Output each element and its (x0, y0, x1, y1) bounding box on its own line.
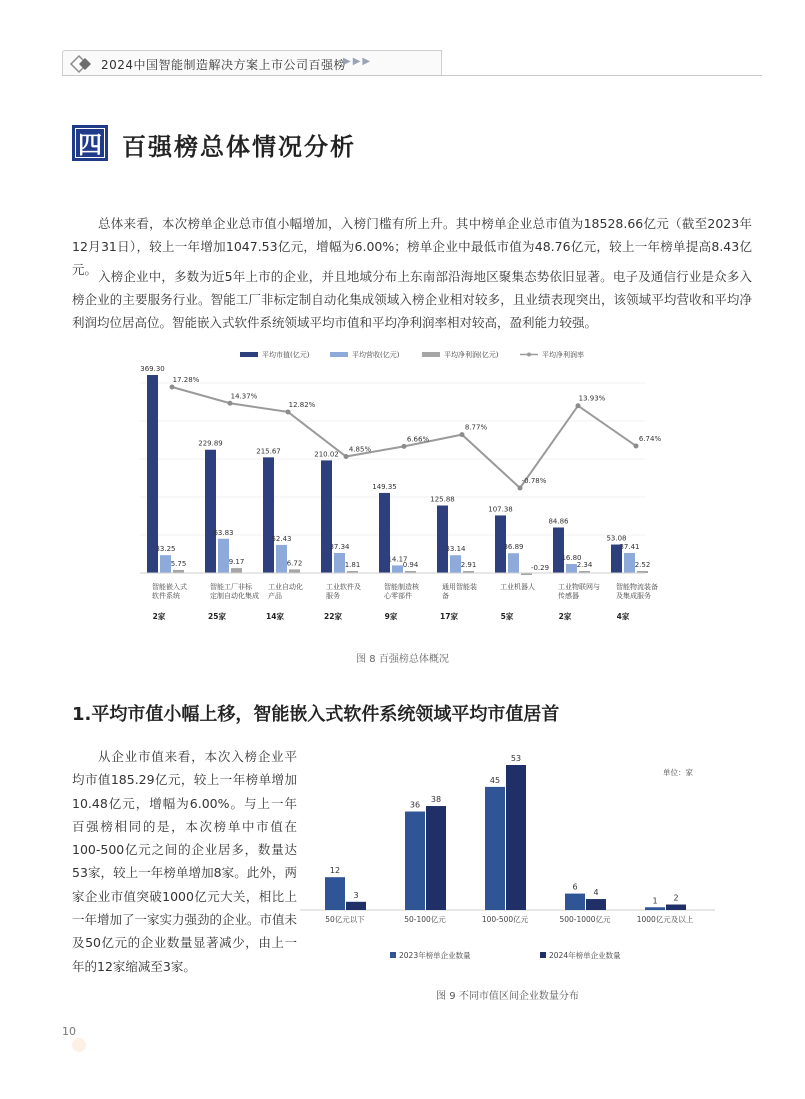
bar-1 (160, 555, 171, 573)
header-divider (62, 75, 762, 76)
category-label: 传感器 (558, 592, 579, 600)
bar-0 (565, 894, 585, 910)
bar-2 (231, 568, 242, 573)
legend-swatch (390, 952, 396, 958)
bar-1 (666, 905, 686, 910)
bar-value-label: 37.34 (329, 542, 350, 551)
legend-swatch (422, 352, 440, 357)
bar-1 (450, 555, 461, 573)
line-value-label: 12.82% (288, 400, 316, 409)
page-header (62, 50, 762, 76)
bar-value-label: 0.94 (402, 561, 419, 569)
bar-value-label: 107.38 (488, 505, 513, 514)
bar-0 (205, 450, 216, 573)
market-value-distribution-chart (300, 745, 715, 975)
line-point (518, 486, 523, 491)
bar-value-label: 84.86 (548, 517, 569, 526)
bar-1 (508, 553, 519, 573)
bar-value-label: 4 (593, 888, 599, 898)
paragraph-overview: 总体来看，本次榜单企业总市值小幅增加，入榜门槛有所上升。其中榜单企业总市值为18528.66亿元（截至2023年12月31日），较上一年增加1047.53亿元，增幅为6.00%；榜单企业中最低市值为48.76亿元，较上一年榜单提高8.43亿元。 (72, 216, 752, 277)
bar-value-label: 149.35 (372, 482, 397, 491)
company-count-label: 22家 (324, 612, 342, 621)
paragraph-distribution: 入榜企业中，多数为近5年上市的企业，并且地域分布上东南部沿海地区聚集态势依旧显著。电子及通信行业是众多入榜企业的主要服务行业。智能工厂非标定制自动化集成领域入榜企业相对较多，且业绩表现突出，该领域平均营收和平均净利润均位居高位。智能嵌入式软件系统领域平均市值和平均净利润率相对较高，盈利能力较强。 (72, 269, 752, 330)
bar-value-label: 37.41 (619, 542, 640, 551)
header-arrows-icon: ▶▶▶ (343, 56, 373, 67)
category-label: 产品 (268, 592, 282, 600)
category-label: 工业物联网与 (558, 583, 600, 591)
bar-value-label: 52.43 (271, 534, 292, 543)
category-label: 智能工厂非标 (210, 583, 252, 591)
company-count-label: 2家 (152, 612, 166, 621)
company-count-label: 2家 (558, 612, 572, 621)
line-point (576, 403, 581, 408)
bar-1 (586, 899, 606, 910)
line-value-label: 6.66% (406, 435, 430, 444)
legend-swatch (540, 952, 546, 958)
category-label: 1000亿元及以上 (636, 915, 694, 924)
company-count-label: 14家 (266, 612, 284, 621)
line-value-label: 17.28% (172, 376, 200, 384)
bar-value-label: 53 (510, 754, 522, 763)
category-label: 软件系统 (152, 592, 180, 600)
category-label: 心零部件 (384, 592, 412, 600)
bar-1 (346, 902, 366, 910)
bar-value-label: 33.14 (445, 545, 466, 554)
legend-label: 平均净利润率 (542, 351, 584, 359)
bar-value-label: 5.75 (170, 559, 187, 568)
subsection-title: 1.平均市值小幅上移，智能嵌入式软件系统领域平均市值居首 (72, 704, 560, 725)
bar-0 (645, 907, 665, 910)
category-label: 定制自动化集成 (210, 592, 259, 600)
company-count-label: 17家 (440, 612, 458, 621)
line-point (286, 409, 291, 414)
legend-label: 平均营收(亿元) (352, 351, 400, 359)
bar-value-label: 369.30 (140, 365, 165, 373)
line-point (402, 444, 407, 449)
bar-1 (426, 806, 446, 910)
category-label: 100-500亿元 (481, 915, 529, 924)
category-label: 工业自动化 (268, 583, 303, 591)
line-value-label: 8.77% (464, 423, 488, 432)
line-point (634, 443, 639, 448)
line-value-label: 4.85% (348, 445, 372, 454)
page-number-decoration (72, 1038, 86, 1052)
category-label: 通用智能装 (442, 583, 477, 591)
bar-1 (624, 553, 635, 573)
bar-0 (325, 877, 345, 910)
category-label: 备 (442, 592, 449, 600)
bar-value-label: 36 (409, 800, 421, 810)
category-label: 500-1000亿元 (559, 915, 611, 924)
legend-label: 2024年榜单企业数量 (549, 951, 621, 960)
bar-value-label: 6 (572, 882, 578, 892)
company-count-label: 5家 (500, 612, 514, 621)
company-count-label: 9家 (384, 612, 398, 621)
bar-value-label: 14.17 (387, 555, 408, 564)
company-count-label: 4家 (616, 612, 630, 621)
category-label: 50-100亿元 (404, 915, 446, 924)
bar-value-label: 2.34 (576, 561, 593, 569)
bar-value-label: 12 (329, 866, 341, 876)
legend-label: 2023年榜单企业数量 (399, 951, 471, 960)
bar-1 (334, 553, 345, 573)
bar-0 (437, 506, 448, 573)
bar-0 (147, 375, 158, 573)
category-label: 工业机器人 (500, 583, 535, 591)
bar-value-label: 215.67 (256, 447, 281, 456)
bar-value-label: 9.17 (228, 558, 245, 567)
line-value-label: -0.78% (521, 477, 547, 485)
legend-label: 平均净利润(亿元) (444, 351, 499, 359)
bar-0 (553, 528, 564, 573)
bar-value-label: -0.29 (530, 564, 550, 572)
bar-value-label: 2.52 (634, 561, 651, 569)
bar-1 (276, 545, 287, 573)
header-tab (62, 50, 442, 76)
line-point (344, 454, 349, 459)
bar-value-label: 53.08 (606, 534, 627, 543)
bar-value-label: 229.89 (198, 439, 223, 448)
category-label: 工业软件及 (326, 583, 361, 591)
bar-value-label: 1.81 (344, 561, 361, 569)
line-value-label: 13.93% (578, 394, 606, 403)
legend-swatch (240, 352, 258, 357)
bar-value-label: 36.89 (503, 543, 524, 552)
bar-value-label: 1 (652, 896, 658, 906)
line-point (170, 385, 175, 390)
legend-label: 平均市值(亿元) (262, 351, 310, 359)
section-title: 百强榜总体情况分析 (122, 133, 356, 161)
line-value-label: 6.74% (638, 434, 662, 443)
header-title: 2024中国智能制造解决方案上市公司百强榜 (101, 58, 347, 72)
bar-value-label: 16.80 (561, 553, 582, 562)
bar-value-label: 2.91 (460, 561, 477, 569)
page-number: 10 (62, 1025, 76, 1038)
legend-marker (527, 353, 531, 357)
category-label: 智能嵌入式 (152, 583, 187, 591)
bar-1 (506, 765, 526, 910)
bar-1 (566, 564, 577, 573)
paragraph-market-value: 从企业市值来看，本次入榜企业平均市值185.29亿元，较上一年榜单增加10.48亿元，增幅为6.00%。与上一年百强榜相同的是，本次榜单中市值在100-500亿元之间的企业居多，数量达53家，较上一年榜单增加8家。此外，两家企业市值突破1000亿元大关，相比上一年增加了一家实力强劲的企业。市值未及50亿元的企业数量显著减少，由上一年的12家缩减至3家。 (72, 749, 298, 974)
bar-value-label: 210.02 (314, 450, 339, 459)
bar-1 (392, 565, 403, 573)
category-label: 服务 (326, 592, 340, 600)
bar-0 (485, 787, 505, 910)
bar-value-label: 63.83 (213, 528, 234, 537)
profit-margin-line (172, 387, 636, 488)
overview-combo-chart (140, 345, 662, 630)
line-point (228, 401, 233, 406)
category-label: 智能物流装备 (616, 583, 658, 591)
category-label: 50亿元以下 (325, 915, 365, 924)
bar-value-label: 45 (489, 775, 501, 785)
line-point (460, 432, 465, 437)
bar-0 (405, 812, 425, 910)
diamond-logo-icon (71, 56, 95, 72)
line-value-label: 14.37% (230, 392, 258, 401)
bar-value-label: 125.88 (430, 495, 455, 504)
bar-1 (218, 539, 229, 573)
bar-0 (321, 460, 332, 573)
bar-2 (289, 569, 300, 573)
category-label: 及集成服务 (616, 592, 651, 600)
bar-value-label: 33.25 (155, 545, 176, 554)
category-label: 智能制造核 (384, 583, 419, 591)
bar-value-label: 6.72 (286, 559, 303, 568)
bar-value-label: 2 (673, 893, 679, 903)
section-number-badge: 四 (72, 125, 108, 161)
bar-0 (263, 457, 274, 573)
figure-caption-8: 图 8 百强榜总体概况 (356, 654, 449, 665)
figure-caption-9: 图 9 不同市值区间企业数量分布 (436, 991, 579, 1002)
bar-value-label: 3 (353, 890, 359, 900)
legend-swatch (330, 352, 348, 357)
company-count-label: 25家 (208, 612, 226, 621)
unit-label: 单位：家 (663, 768, 693, 777)
bar-value-label: 38 (430, 795, 442, 805)
